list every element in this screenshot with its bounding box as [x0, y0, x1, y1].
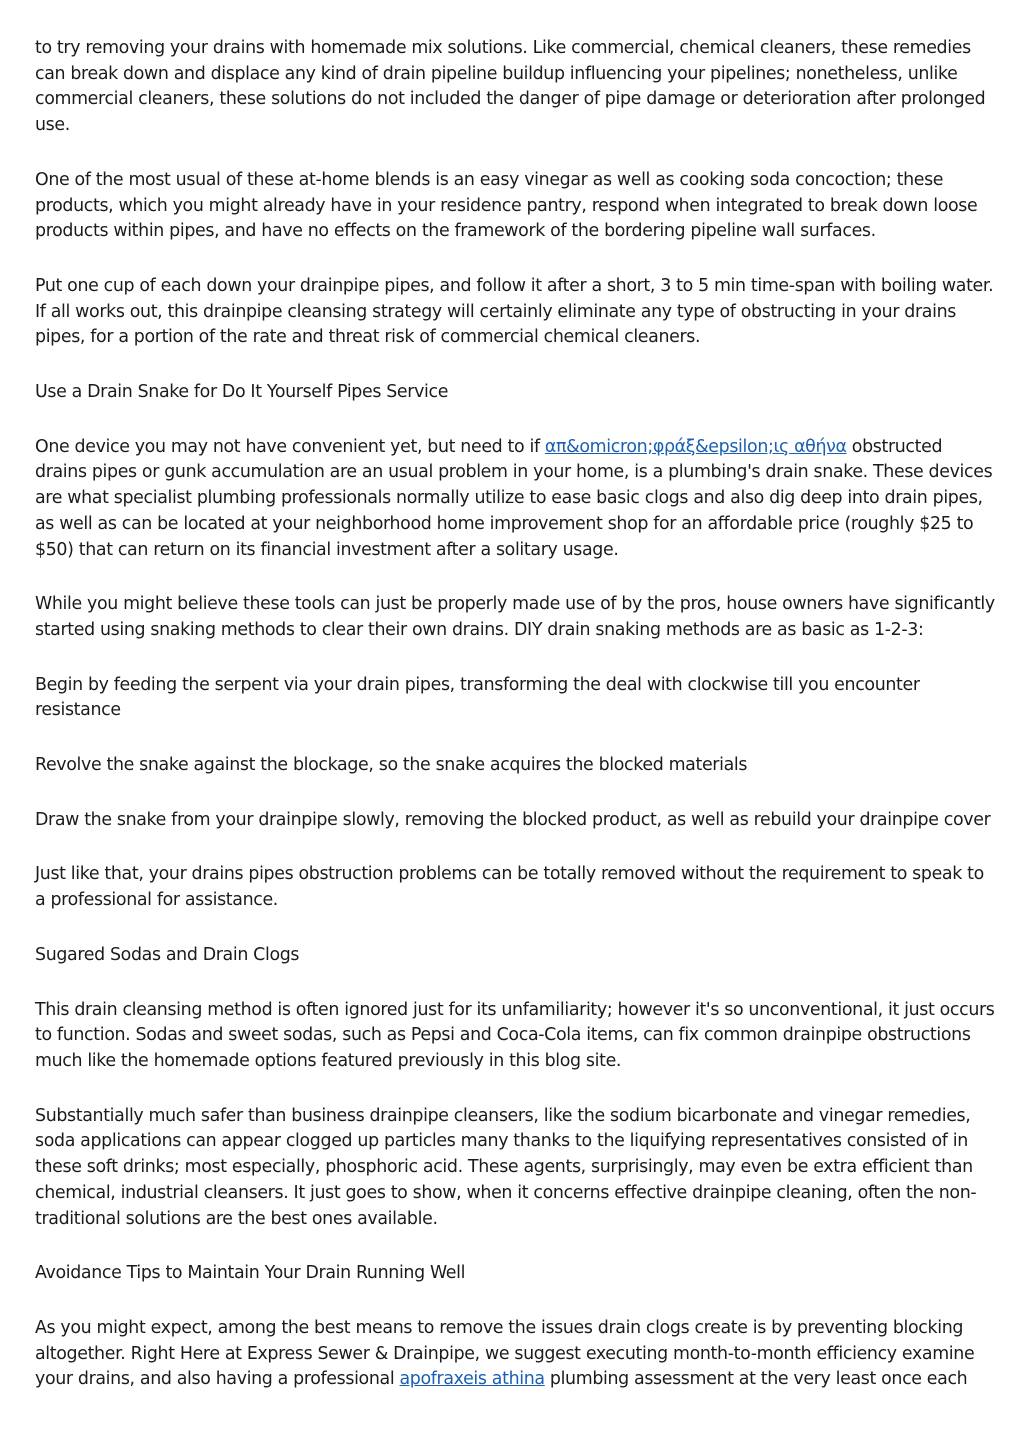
paragraph-text-before-link: As you might expect, among the best means to remove the issues drain clogs create is by preventing blocking altogether. Right Here at Express Sewer & Drainpipe, we suggest executing month-to-month efficiency examine your drains, and also having a professional — [35, 1317, 975, 1390]
heading-drain-snake: Use a Drain Snake for Do It Yourself Pipes Service — [35, 382, 449, 403]
heading-sugared-sodas: Sugared Sodas and Drain Clogs — [35, 944, 300, 965]
paragraph-soda-method: This drain cleansing method is often ignored just for its unfamiliarity; however it's so unconventional, it just occurs to function. Sodas and sweet sodas, such as Pepsi and Coca-Cola items, can fix common drainpipe obstructions much like the homemade options featured previously in this blog site. — [35, 999, 995, 1071]
paragraph-diy-snaking: While you might believe these tools can just be properly made use of by the pros, house owners have significantly started using snaking methods to clear their own drains. DIY drain snaking methods are as basic as 1-2-3: — [35, 594, 995, 640]
paragraph-homemade-solutions: to try removing your drains with homemade mix solutions. Like commercial, chemical cleaners, these remedies can break down and displace any kind of drain pipeline buildup influencing your pipelines; nonetheless, unlike commercial cleaners, these solutions do not included the danger of pipe damage or deterioration after prolonged use. — [35, 38, 986, 136]
paragraph-text-after-link: obstructed drains pipes or gunk accumulation are an usual problem in your home, is a plumbing's drain snake. These devices are what specialist plumbing professionals normally utilize to ease basic clogs and also dig deep into drain pipes, as well as can be located at your neighborhood home improvement shop for an affordable price (roughly $25 to $50) that can return on its financial investment after a solitary usage. — [35, 436, 993, 560]
paragraph-vinegar-baking-soda: One of the most usual of these at-home blends is an easy vinegar as well as cooking soda concoction; these products, which you might already have in your residence pantry, respond when integrated to break down loose products within pipes, and have no effects on the framework of the bordering pipeline wall surfaces. — [35, 169, 978, 242]
paragraph-soda-safety: Substantially much safer than business drainpipe cleansers, like the sodium bicarbonate and vinegar remedies, soda applications can appear clogged up particles many thanks to the liquifying representatives consisted of in these soft drinks; most especially, phosphoric acid. These agents, surprisingly, may even be extra efficient than chemical, industrial cleansers. It just goes to show, when it concerns effective drainpipe cleaning, often the non-traditional solutions are the best ones available. — [35, 1105, 977, 1229]
apofraxeis-athina-link[interactable]: apofraxeis athina — [399, 1369, 545, 1390]
greek-plumbing-link[interactable]: απ&omicron;φράξ&epsilon;ις αθήνα — [544, 436, 847, 457]
paragraph-boiling-water: Put one cup of each down your drainpipe pipes, and follow it after a short, 3 to 5 min time-span with boiling water. If all works out, this drainpipe cleansing strategy will certainly eliminate any type of obstructing in your drains pipes, for a portion of the rate and threat risk of commercial chemical cleaners. — [35, 275, 994, 348]
document-body — [35, 36, 995, 1422]
paragraph-text-before-link: One device you may not have convenient yet, but need to if — [35, 436, 545, 457]
step-revolve-snake: Revolve the snake against the blockage, so the snake acquires the blocked materials — [35, 755, 748, 776]
paragraph-text-after-link: plumbing assessment at the very least once each — [544, 1369, 968, 1390]
step-draw-snake: Draw the snake from your drainpipe slowly, removing the blocked product, as well as rebuild your drainpipe cover — [35, 809, 991, 830]
step-feed-snake: Begin by feeding the serpent via your drain pipes, transforming the deal with clockwise till you encounter resistance — [35, 674, 920, 721]
paragraph-prevention — [35, 1316, 995, 1393]
paragraph-drain-snake-device — [35, 435, 995, 564]
heading-avoidance-tips: Avoidance Tips to Maintain Your Drain Running Well — [35, 1263, 466, 1284]
paragraph-just-like-that: Just like that, your drains pipes obstruction problems can be totally removed without the requirement to speak to a professional for assistance. — [35, 864, 984, 911]
